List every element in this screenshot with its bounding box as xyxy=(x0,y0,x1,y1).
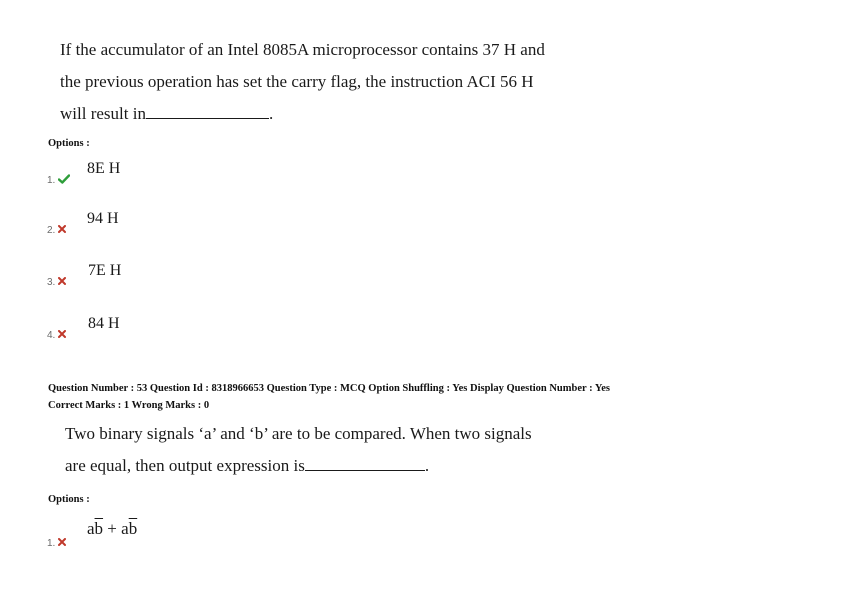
expr-term2-plain: a xyxy=(121,519,129,538)
question-meta-line-1: Question Number : 53 Question Id : 8318966653 Question Type : MCQ Option Shuffling : Yes Display Question Number : Yes xyxy=(48,383,611,394)
cross-icon xyxy=(58,538,66,549)
question1-line-3-text: will result in xyxy=(60,104,146,123)
option-4-number xyxy=(47,330,66,341)
question2-line-1: Two binary signals ‘a’ and ‘b’ are to be compared. When two signals xyxy=(65,424,532,443)
option-3-num-label: 3. xyxy=(47,277,56,289)
question1-line-2: the previous operation has set the carry flag, the instruction ACI 56 H xyxy=(60,72,534,91)
answer-blank xyxy=(146,104,269,119)
question2-line-2-text: are equal, then output expression is xyxy=(65,456,305,475)
question1-line-1: If the accumulator of an Intel 8085A microprocessor contains 37 H and xyxy=(60,40,545,59)
cross-icon xyxy=(58,225,66,236)
options-heading: Options : xyxy=(48,494,90,505)
expr-term1-plain: a xyxy=(87,519,95,538)
cross-icon xyxy=(58,330,66,341)
option-2-number xyxy=(47,225,66,236)
option-1-num-label: 1. xyxy=(47,175,56,187)
option-4-num-label: 4. xyxy=(47,330,56,342)
answer-blank xyxy=(305,456,425,471)
expr-term1-bar: $\overline{b}$ xyxy=(94,519,104,538)
question2-end-punct: . xyxy=(424,456,430,475)
expr-operator: + xyxy=(103,519,122,538)
check-icon xyxy=(58,174,70,187)
option-4-text: 84 H xyxy=(88,315,120,332)
option-1-text: 8E H xyxy=(87,160,121,177)
question2-line-2 xyxy=(65,456,429,476)
q2-option-1-num-label: 1. xyxy=(47,538,56,550)
option-2-text: 94 H xyxy=(87,210,119,227)
cross-icon xyxy=(58,277,66,288)
question-meta-line-2: Correct Marks : 1 Wrong Marks : 0 xyxy=(48,400,210,411)
q2-option-1-expression xyxy=(87,519,137,539)
option-3-text: 7E H xyxy=(88,262,122,279)
q2-option-1-number xyxy=(47,538,66,549)
question1-end-punct: . xyxy=(268,104,274,123)
option-3-number xyxy=(47,277,66,288)
options-heading: Options : xyxy=(48,138,90,149)
question1-line-3 xyxy=(60,104,273,124)
option-1-number xyxy=(47,174,70,187)
expr-term2-bar: $\overline{b}$ xyxy=(128,519,138,538)
option-2-num-label: 2. xyxy=(47,225,56,237)
